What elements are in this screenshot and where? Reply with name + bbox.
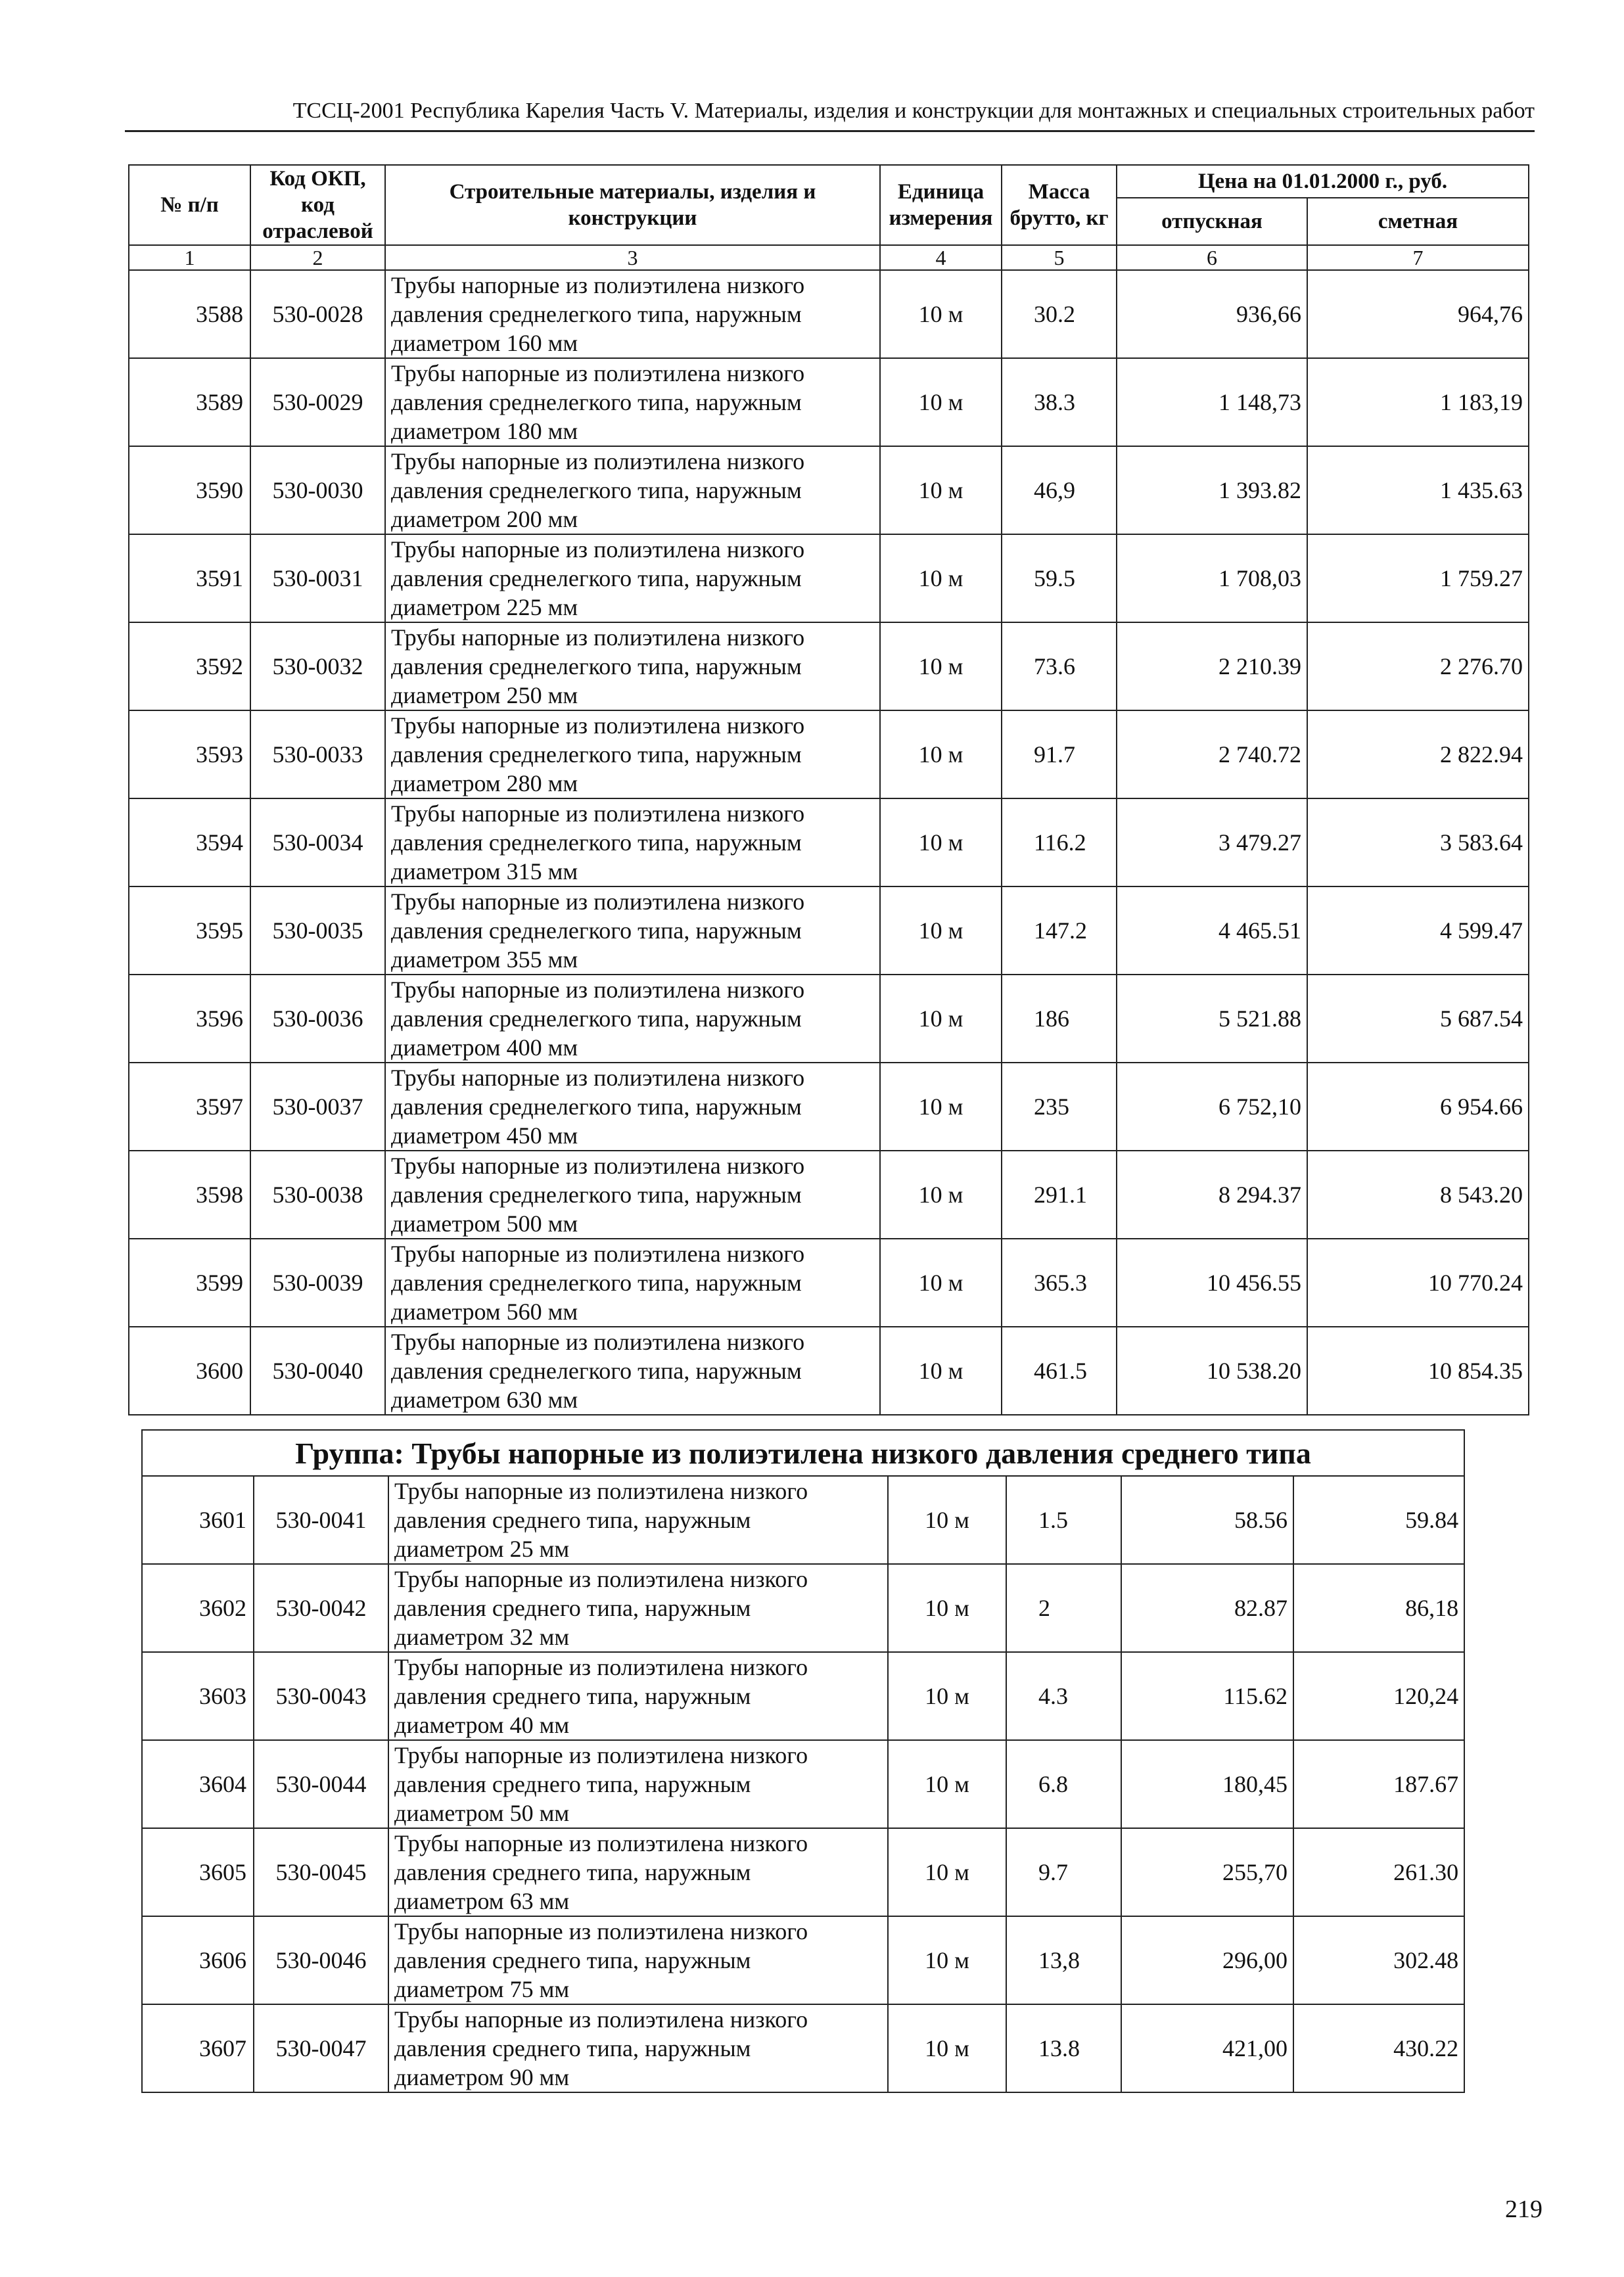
column-number: 6 [1117,245,1307,270]
row-estimate-price: 1 435.63 [1307,446,1529,534]
row-description [385,975,880,1063]
description-line: давления среднелегкого типа, наружным [391,301,802,327]
row-description [385,534,880,622]
description-line: давления среднелегкого типа, наружным [391,829,802,856]
description-line: диаметром 560 мм [391,1299,578,1325]
row-estimate-price: 86,18 [1293,1564,1464,1652]
description-line: диаметром 630 мм [391,1387,578,1413]
row-description [385,1239,880,1327]
description-line: давления среднего типа, наружным [394,1947,751,1973]
row-unit: 10 м [880,886,1002,975]
row-description [385,798,880,886]
description-line: диаметром 32 мм [394,1624,570,1650]
row-description [385,886,880,975]
row-unit: 10 м [880,1327,1002,1415]
column-header-release-price: отпускная [1117,198,1307,245]
row-number: 3601 [142,1476,254,1564]
column-header-name: Строительные материалы, изделия и конструкции [385,165,880,245]
row-number: 3588 [129,270,250,358]
row-estimate-price: 8 543.20 [1307,1151,1529,1239]
description-line: диаметром 40 мм [394,1712,570,1738]
row-mass: 38.3 [1002,358,1117,446]
description-line: давления среднего типа, наружным [394,1595,751,1621]
table-row [129,534,1529,622]
row-unit: 10 м [880,446,1002,534]
row-release-price: 2 740.72 [1117,710,1307,798]
description-line: диаметром 500 мм [391,1210,578,1237]
row-mass: 46,9 [1002,446,1117,534]
row-release-price: 296,00 [1121,1916,1293,2004]
row-release-price: 180,45 [1121,1740,1293,1828]
row-release-price: 936,66 [1117,270,1307,358]
row-release-price: 6 752,10 [1117,1063,1307,1151]
row-mass: 461.5 [1002,1327,1117,1415]
description-line: диаметром 25 мм [394,1536,570,1562]
description-line: Трубы напорные из полиэтилена низкого [394,1566,808,1592]
row-description [385,1327,880,1415]
description-line: давления среднего типа, наружным [394,1683,751,1709]
description-line: Трубы напорные из полиэтилена низкого [391,272,805,298]
row-code: 530-0028 [250,270,385,358]
description-line: давления среднелегкого типа, наружным [391,741,802,768]
column-number: 7 [1307,245,1529,270]
description-line: диаметром 315 мм [391,858,578,885]
row-code: 530-0045 [254,1828,388,1916]
row-release-price: 1 708,03 [1117,534,1307,622]
row-estimate-price: 59.84 [1293,1476,1464,1564]
table-row [129,446,1529,534]
table-row [142,1828,1464,1916]
row-description [385,446,880,534]
description-line: давления среднелегкого типа, наружным [391,565,802,591]
row-release-price: 1 148,73 [1117,358,1307,446]
row-number: 3589 [129,358,250,446]
description-line: давления среднелегкого типа, наружным [391,1270,802,1296]
row-description [388,1916,888,2004]
row-estimate-price: 1 183,19 [1307,358,1529,446]
table-row [142,1564,1464,1652]
row-estimate-price: 187.67 [1293,1740,1464,1828]
row-mass: 235 [1002,1063,1117,1151]
description-line: Трубы напорные из полиэтилена низкого [391,800,805,827]
row-mass: 73.6 [1002,622,1117,710]
description-line: давления среднелегкого типа, наружным [391,1182,802,1208]
row-code: 530-0043 [254,1652,388,1740]
description-line: давления среднего типа, наружным [394,2035,751,2061]
row-description [385,710,880,798]
row-release-price: 115.62 [1121,1652,1293,1740]
row-description [388,1476,888,1564]
page-header: ТССЦ-2001 Республика Карелия Часть V. Материалы, изделия и конструкции для монтажных и специальных строительных работ [292,99,1535,123]
description-line: Трубы напорные из полиэтилена низкого [391,1329,805,1355]
row-number: 3597 [129,1063,250,1151]
description-line: Трубы напорные из полиэтилена низкого [391,712,805,739]
row-description [385,358,880,446]
column-header-mass: Масса брутто, кг [1002,165,1117,245]
row-description [388,1564,888,1652]
row-estimate-price: 5 687.54 [1307,975,1529,1063]
row-description [388,1828,888,1916]
description-line: диаметром 280 мм [391,770,578,796]
description-line: Трубы напорные из полиэтилена низкого [394,1478,808,1504]
row-estimate-price: 302.48 [1293,1916,1464,2004]
row-code: 530-0030 [250,446,385,534]
row-description [388,1652,888,1740]
description-line: давления среднелегкого типа, наружным [391,917,802,944]
column-number: 5 [1002,245,1117,270]
row-estimate-price: 120,24 [1293,1652,1464,1740]
row-mass: 4.3 [1006,1652,1121,1740]
description-line: Трубы напорные из полиэтилена низкого [391,448,805,474]
row-number: 3593 [129,710,250,798]
row-release-price: 10 538.20 [1117,1327,1307,1415]
row-unit: 10 м [880,1239,1002,1327]
row-release-price: 4 465.51 [1117,886,1307,975]
row-code: 530-0040 [250,1327,385,1415]
description-line: диаметром 400 мм [391,1034,578,1061]
table-row [129,270,1529,358]
column-number: 3 [385,245,880,270]
row-mass: 1.5 [1006,1476,1121,1564]
row-release-price: 421,00 [1121,2004,1293,2092]
row-unit: 10 м [880,358,1002,446]
description-line: давления среднего типа, наружным [394,1771,751,1797]
row-unit: 10 м [888,1476,1006,1564]
row-unit: 10 м [888,1740,1006,1828]
column-number-row [129,245,1529,270]
row-mass: 59.5 [1002,534,1117,622]
row-unit: 10 м [880,1063,1002,1151]
column-header-price-group: Цена на 01.01.2000 г., руб. [1117,165,1529,198]
row-code: 530-0037 [250,1063,385,1151]
row-code: 530-0046 [254,1916,388,2004]
description-line: давления среднелегкого типа, наружным [391,477,802,503]
row-unit: 10 м [888,1916,1006,2004]
table-row [129,1239,1529,1327]
description-line: Трубы напорные из полиэтилена низкого [391,1065,805,1091]
row-number: 3605 [142,1828,254,1916]
row-release-price: 5 521.88 [1117,975,1307,1063]
header-rule [125,130,1535,132]
row-release-price: 1 393.82 [1117,446,1307,534]
row-estimate-price: 3 583.64 [1307,798,1529,886]
table-row [129,358,1529,446]
description-line: Трубы напорные из полиэтилена низкого [391,536,805,563]
row-description [388,1740,888,1828]
row-release-price: 8 294.37 [1117,1151,1307,1239]
description-line: давления среднелегкого типа, наружным [391,1005,802,1032]
row-number: 3594 [129,798,250,886]
column-number: 4 [880,245,1002,270]
description-line: Трубы напорные из полиэтилена низкого [391,977,805,1003]
table-row [142,1652,1464,1740]
row-estimate-price: 261.30 [1293,1828,1464,1916]
description-line: Трубы напорные из полиэтилена низкого [391,888,805,915]
row-mass: 365.3 [1002,1239,1117,1327]
description-line: Трубы напорные из полиэтилена низкого [394,1742,808,1768]
table-row [129,1063,1529,1151]
description-line: диаметром 250 мм [391,682,578,708]
row-estimate-price: 430.22 [1293,2004,1464,2092]
row-mass: 13,8 [1006,1916,1121,2004]
row-unit: 10 м [888,1652,1006,1740]
row-estimate-price: 10 854.35 [1307,1327,1529,1415]
group-heading: Группа: Трубы напорные из полиэтилена низкого давления среднего типа [142,1430,1464,1476]
description-line: диаметром 450 мм [391,1122,578,1149]
row-release-price: 255,70 [1121,1828,1293,1916]
column-header-code: Код ОКП, код отраслевой [250,165,385,245]
group-table [141,1429,1465,2093]
column-number: 1 [129,245,250,270]
row-release-price: 82.87 [1121,1564,1293,1652]
description-line: диаметром 355 мм [391,946,578,973]
column-number: 2 [250,245,385,270]
group-heading-row [142,1430,1464,1476]
description-line: Трубы напорные из полиэтилена низкого [391,360,805,386]
row-code: 530-0029 [250,358,385,446]
table-header [129,165,1529,270]
row-number: 3603 [142,1652,254,1740]
row-unit: 10 м [880,1151,1002,1239]
row-number: 3606 [142,1916,254,2004]
row-estimate-price: 6 954.66 [1307,1063,1529,1151]
row-number: 3599 [129,1239,250,1327]
row-number: 3600 [129,1327,250,1415]
table-row [129,975,1529,1063]
description-line: диаметром 50 мм [394,1800,570,1826]
row-code: 530-0047 [254,2004,388,2092]
row-release-price: 2 210.39 [1117,622,1307,710]
description-line: диаметром 200 мм [391,506,578,532]
description-line: диаметром 90 мм [394,2064,570,2090]
section-2-body [142,1476,1464,2092]
row-mass: 91.7 [1002,710,1117,798]
row-unit: 10 м [880,622,1002,710]
row-code: 530-0032 [250,622,385,710]
row-description [385,1151,880,1239]
description-line: давления среднелегкого типа, наружным [391,1093,802,1120]
table-row [129,622,1529,710]
description-line: диаметром 63 мм [394,1888,570,1914]
row-mass: 186 [1002,975,1117,1063]
page-number: 219 [1505,2196,1543,2223]
row-release-price: 58.56 [1121,1476,1293,1564]
description-line: Трубы напорные из полиэтилена низкого [394,1654,808,1680]
description-line: давления среднелегкого типа, наружным [391,389,802,415]
row-estimate-price: 2 276.70 [1307,622,1529,710]
row-description [385,270,880,358]
row-number: 3602 [142,1564,254,1652]
table-row [129,1327,1529,1415]
description-line: диаметром 225 мм [391,594,578,620]
row-number: 3595 [129,886,250,975]
row-code: 530-0039 [250,1239,385,1327]
row-description [385,622,880,710]
row-unit: 10 м [880,710,1002,798]
row-code: 530-0034 [250,798,385,886]
row-number: 3590 [129,446,250,534]
row-mass: 116.2 [1002,798,1117,886]
row-release-price: 3 479.27 [1117,798,1307,886]
row-estimate-price: 2 822.94 [1307,710,1529,798]
row-unit: 10 м [888,1564,1006,1652]
row-estimate-price: 10 770.24 [1307,1239,1529,1327]
row-mass: 13.8 [1006,2004,1121,2092]
row-release-price: 10 456.55 [1117,1239,1307,1327]
table-row [129,798,1529,886]
row-estimate-price: 4 599.47 [1307,886,1529,975]
row-unit: 10 м [880,975,1002,1063]
table-row [142,1476,1464,1564]
row-number: 3592 [129,622,250,710]
row-code: 530-0033 [250,710,385,798]
row-number: 3596 [129,975,250,1063]
description-line: Трубы напорные из полиэтилена низкого [391,1241,805,1267]
description-line: давления среднелегкого типа, наружным [391,653,802,679]
row-number: 3591 [129,534,250,622]
row-estimate-price: 964,76 [1307,270,1529,358]
row-number: 3598 [129,1151,250,1239]
row-mass: 30.2 [1002,270,1117,358]
row-unit: 10 м [880,270,1002,358]
row-code: 530-0031 [250,534,385,622]
column-header-no: № п/п [129,165,250,245]
description-line: Трубы напорные из полиэтилена низкого [394,2006,808,2033]
row-description [385,1063,880,1151]
row-mass: 2 [1006,1564,1121,1652]
row-code: 530-0035 [250,886,385,975]
column-header-unit: Единица измерения [880,165,1002,245]
description-line: давления среднелегкого типа, наружным [391,1358,802,1384]
row-mass: 9.7 [1006,1828,1121,1916]
table-row [142,1740,1464,1828]
table-row [129,1151,1529,1239]
table-row [129,710,1529,798]
description-line: давления среднего типа, наружным [394,1507,751,1533]
description-line: Трубы напорные из полиэтилена низкого [391,1153,805,1179]
row-unit: 10 м [880,798,1002,886]
description-line: Трубы напорные из полиэтилена низкого [394,1830,808,1856]
description-line: Трубы напорные из полиэтилена низкого [394,1918,808,1944]
row-code: 530-0036 [250,975,385,1063]
table-row [129,886,1529,975]
description-line: диаметром 75 мм [394,1976,570,2002]
row-unit: 10 м [888,2004,1006,2092]
row-description [388,2004,888,2092]
row-code: 530-0041 [254,1476,388,1564]
section-1-body [129,270,1529,1415]
row-number: 3607 [142,2004,254,2092]
table-row [142,2004,1464,2092]
row-code: 530-0044 [254,1740,388,1828]
row-number: 3604 [142,1740,254,1828]
row-mass: 147.2 [1002,886,1117,975]
description-line: диаметром 160 мм [391,330,578,356]
description-line: Трубы напорные из полиэтилена низкого [391,624,805,651]
price-table [128,164,1529,1415]
row-estimate-price: 1 759.27 [1307,534,1529,622]
row-mass: 291.1 [1002,1151,1117,1239]
row-unit: 10 м [888,1828,1006,1916]
column-header-estimate-price: сметная [1307,198,1529,245]
description-line: диаметром 180 мм [391,418,578,444]
row-mass: 6.8 [1006,1740,1121,1828]
row-code: 530-0042 [254,1564,388,1652]
row-code: 530-0038 [250,1151,385,1239]
description-line: давления среднего типа, наружным [394,1859,751,1885]
table-row [142,1916,1464,2004]
row-unit: 10 м [880,534,1002,622]
